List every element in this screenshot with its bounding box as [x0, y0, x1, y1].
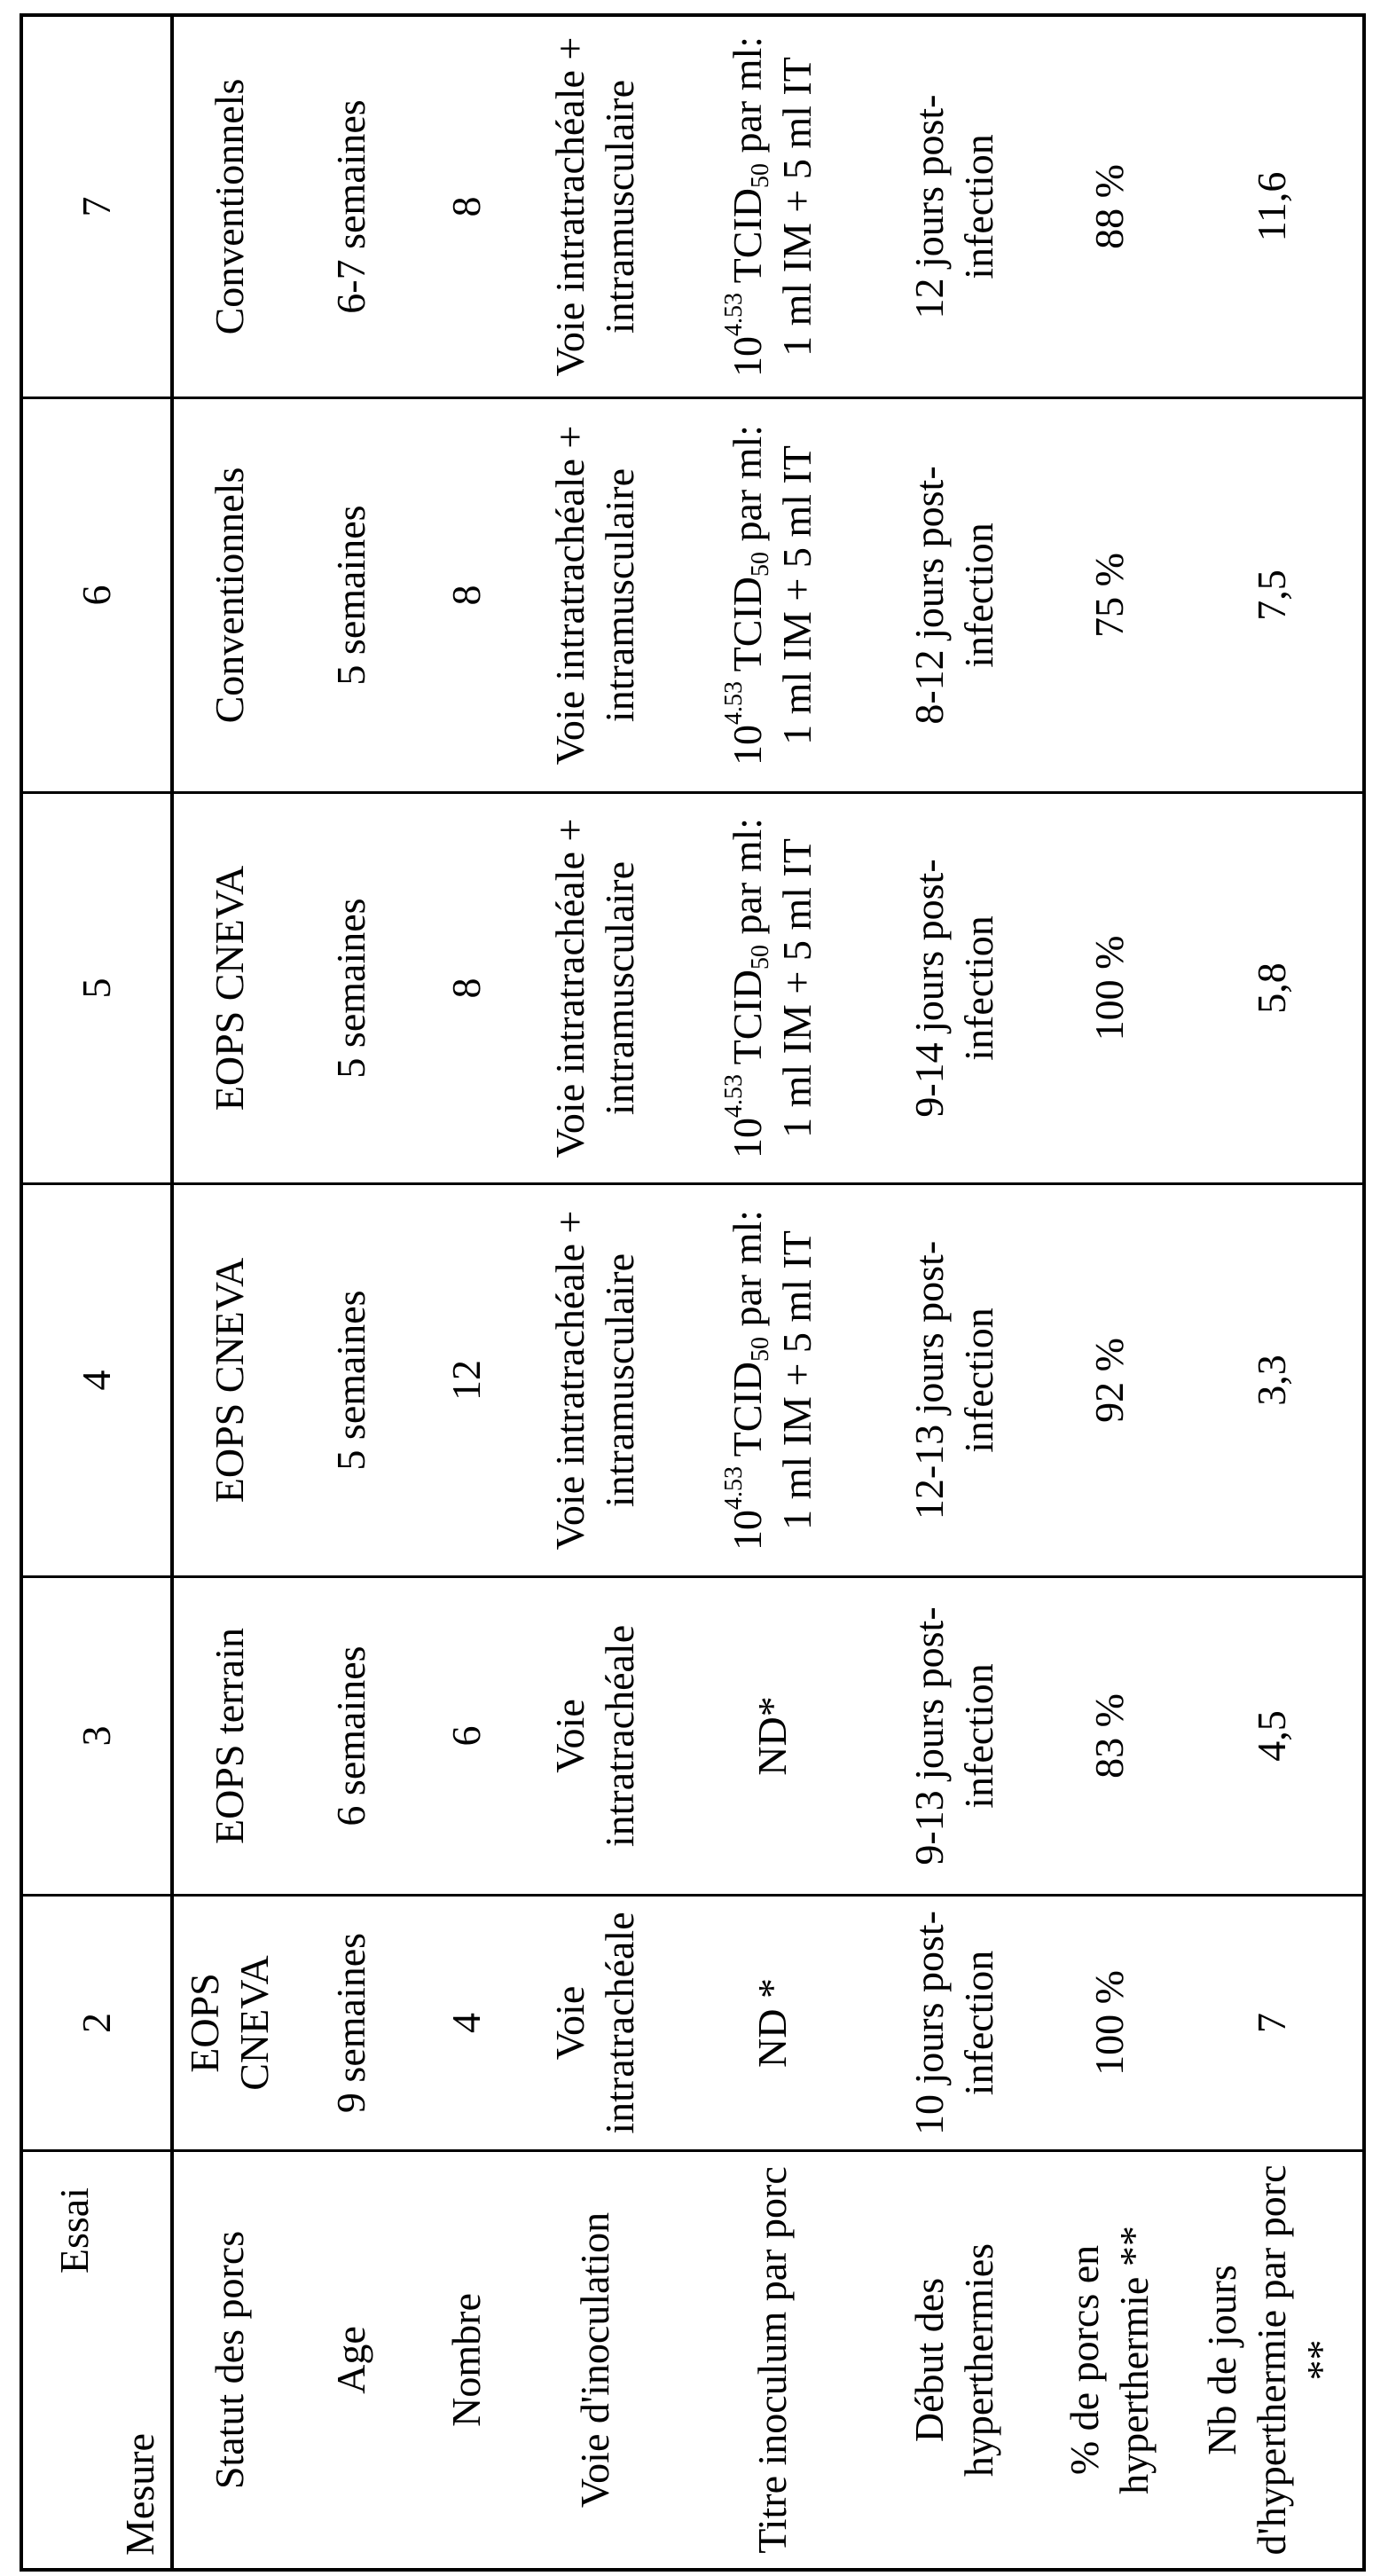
trial-number-cell [23, 1185, 174, 1578]
cell-count [418, 399, 515, 794]
titre-rest: par ml: 1 ml IM + 5 ml IT [725, 1210, 820, 1530]
cell-hyperthermia-days [1180, 1185, 1363, 1578]
cell-value: 4 [442, 2013, 491, 2033]
titre-unit: TCID [725, 188, 770, 293]
cell-value: 8 [442, 197, 491, 217]
cell-value: 92 % [1085, 1338, 1134, 1423]
trial-number: 2 [72, 2013, 122, 2033]
cell-value: 12 jours post-infection [905, 27, 1004, 386]
cell-value: 6 semaines [326, 1645, 376, 1826]
cell-value: Voie intratrachéale + intramusculaire [545, 410, 645, 781]
corner-header-cell [23, 2152, 174, 2568]
titre-subscript: 50 [747, 1337, 774, 1362]
titre-value [723, 805, 822, 1172]
cell-inoculation-route [515, 1578, 675, 1897]
row-label-hyperthermia-onset [870, 2152, 1039, 2568]
cell-hyperthermia-onset [870, 1578, 1039, 1897]
cell-hyperthermia-onset [870, 794, 1039, 1185]
cell-age [285, 1578, 418, 1897]
titre-rest: par ml: 1 ml IM + 5 ml IT [725, 36, 820, 357]
titre-value [748, 1696, 797, 1775]
cell-status [174, 17, 285, 399]
cell-value: 6 [442, 1726, 491, 1747]
cell-value: Conventionnels [205, 79, 255, 335]
row-label-hyperthermia-percent [1039, 2152, 1180, 2568]
titre-exponent: 4.53 [720, 293, 748, 336]
cell-value: 9-13 jours post-infection [905, 1589, 1004, 1883]
row-label-inoculation-route [515, 2152, 675, 2568]
cell-status [174, 1185, 285, 1578]
titre-value [723, 1196, 822, 1565]
cell-value: 10 jours post-infection [905, 1907, 1004, 2139]
row-label-hyperthermia-days [1180, 2152, 1363, 2568]
cell-value: EOPS terrain [205, 1628, 255, 1844]
cell-value: 5 semaines [326, 898, 376, 1078]
cell-hyperthermia-percent [1039, 17, 1180, 399]
cell-inoculation-route [515, 399, 675, 794]
rotated-table-page [20, 13, 1366, 2572]
titre-value [748, 1978, 797, 2068]
trial-number-cell [23, 399, 174, 794]
titre-base: 10 [725, 1118, 770, 1158]
trial-number-cell [23, 1897, 174, 2152]
titre-exponent: 4.53 [720, 1074, 748, 1118]
titre-value [723, 410, 822, 781]
cell-value: 7 [1247, 2013, 1297, 2033]
cell-status [174, 399, 285, 794]
titre-text: ND * [749, 1978, 795, 2068]
cell-value: Voie intratrachéale + intramusculaire [545, 1196, 645, 1565]
row-label-text: Nb de jours d'hyperthermie par porc ** [1197, 2163, 1346, 2557]
cell-inoculum-titre [675, 17, 870, 399]
cell-inoculation-route [515, 17, 675, 399]
titre-subscript: 50 [747, 945, 774, 970]
cell-value: 12-13 jours post-infection [905, 1196, 1004, 1565]
cell-count [418, 794, 515, 1185]
trial-number: 4 [72, 1370, 122, 1391]
trial-number: 7 [72, 197, 122, 217]
titre-unit: TCID [725, 577, 770, 681]
cell-status [174, 1578, 285, 1897]
cell-value: 5 semaines [326, 1290, 376, 1470]
cell-value: 4,5 [1247, 1710, 1297, 1762]
titre-rest: par ml: 1 ml IM + 5 ml IT [725, 818, 820, 1138]
cell-inoculation-route [515, 1185, 675, 1578]
row-label-text: Voie d'inoculation [570, 2212, 620, 2508]
trials-table [20, 13, 1366, 2572]
cell-age [285, 17, 418, 399]
row-label-text: % de porcs en hyperthermie ** [1060, 2163, 1159, 2557]
row-label-status [174, 2152, 285, 2568]
cell-value: Voie intratrachéale [545, 1907, 645, 2139]
cell-count [418, 17, 515, 399]
cell-value: 3,3 [1247, 1355, 1297, 1406]
titre-rest: par ml: 1 ml IM + 5 ml IT [725, 425, 820, 745]
titre-base: 10 [725, 336, 770, 377]
cell-value: 5,8 [1247, 962, 1297, 1014]
cell-hyperthermia-onset [870, 399, 1039, 794]
titre-base: 10 [725, 1510, 770, 1551]
cell-hyperthermia-percent [1039, 399, 1180, 794]
titre-text: ND* [749, 1696, 795, 1775]
trial-number: 5 [72, 978, 122, 999]
cell-age [285, 399, 418, 794]
cell-inoculation-route [515, 794, 675, 1185]
cell-inoculation-route [515, 1897, 675, 2152]
cell-hyperthermia-percent [1039, 1185, 1180, 1578]
cell-value: EOPS CNEVA [180, 1907, 279, 2139]
titre-value [723, 27, 822, 386]
cell-hyperthermia-onset [870, 1897, 1039, 2152]
cell-value: EOPS CNEVA [205, 866, 255, 1111]
cell-value: EOPS CNEVA [205, 1258, 255, 1504]
cell-inoculum-titre [675, 1897, 870, 2152]
row-label-text: Statut des porcs [205, 2231, 255, 2489]
trial-number-cell [23, 1578, 174, 1897]
cell-value: 100 % [1085, 1970, 1134, 2076]
cell-inoculum-titre [675, 794, 870, 1185]
cell-count [418, 1185, 515, 1578]
cell-hyperthermia-days [1180, 17, 1363, 399]
row-label-inoculum-titre [675, 2152, 870, 2568]
titre-exponent: 4.53 [720, 1466, 748, 1510]
cell-status [174, 794, 285, 1185]
cell-age [285, 1897, 418, 2152]
row-label-text: Nombre [442, 2293, 491, 2427]
cell-inoculum-titre [675, 1185, 870, 1578]
cell-value: 100 % [1085, 936, 1134, 1041]
cell-value: 8-12 jours post-infection [905, 410, 1004, 781]
cell-value: 12 [442, 1360, 491, 1401]
cell-hyperthermia-days [1180, 1578, 1363, 1897]
cell-hyperthermia-percent [1039, 794, 1180, 1185]
cell-status [174, 1897, 285, 2152]
cell-hyperthermia-percent [1039, 1578, 1180, 1897]
cell-value: 75 % [1085, 553, 1134, 638]
cell-value: 7,5 [1247, 569, 1297, 621]
cell-inoculum-titre [675, 1578, 870, 1897]
cell-hyperthermia-onset [870, 1185, 1039, 1578]
cell-hyperthermia-percent [1039, 1897, 1180, 2152]
cell-value: 88 % [1085, 164, 1134, 249]
titre-base: 10 [725, 725, 770, 766]
row-label-text: Age [326, 2326, 376, 2394]
row-label-age [285, 2152, 418, 2568]
titre-subscript: 50 [747, 163, 774, 188]
cell-age [285, 1185, 418, 1578]
trial-number-cell [23, 794, 174, 1185]
cell-count [418, 1897, 515, 2152]
cell-value: 83 % [1085, 1693, 1134, 1779]
titre-unit: TCID [725, 970, 770, 1074]
trial-number-cell [23, 17, 174, 399]
titre-subscript: 50 [747, 552, 774, 577]
cell-hyperthermia-days [1180, 794, 1363, 1185]
cell-inoculum-titre [675, 399, 870, 794]
row-label-count [418, 2152, 515, 2568]
titre-exponent: 4.53 [720, 681, 748, 725]
essai-header: Essai [50, 2187, 99, 2274]
cell-value: 8 [442, 978, 491, 999]
cell-value: Conventionnels [205, 467, 255, 724]
cell-value: Voie intratrachéale [545, 1589, 645, 1883]
cell-hyperthermia-days [1180, 1897, 1363, 2152]
cell-value: 9 semaines [326, 1933, 376, 2113]
row-label-text: Début des hyperthermies [905, 2163, 1004, 2557]
cell-hyperthermia-days [1180, 399, 1363, 794]
cell-value: 11,6 [1247, 172, 1297, 242]
titre-unit: TCID [725, 1362, 770, 1466]
cell-value: Voie intratrachéale + intramusculaire [545, 805, 645, 1172]
cell-value: Voie intratrachéale + intramusculaire [545, 27, 645, 386]
cell-value: 5 semaines [326, 505, 376, 685]
cell-value: 9-14 jours post-infection [905, 805, 1004, 1172]
cell-value: 6-7 semaines [326, 99, 376, 313]
cell-age [285, 794, 418, 1185]
row-label-text: Titre inoculum par porc [748, 2166, 797, 2554]
cell-count [418, 1578, 515, 1897]
trial-number: 3 [72, 1726, 122, 1747]
cell-hyperthermia-onset [870, 17, 1039, 399]
cell-value: 8 [442, 585, 491, 606]
mesure-header: Mesure [115, 2433, 165, 2556]
trial-number: 6 [72, 585, 122, 606]
